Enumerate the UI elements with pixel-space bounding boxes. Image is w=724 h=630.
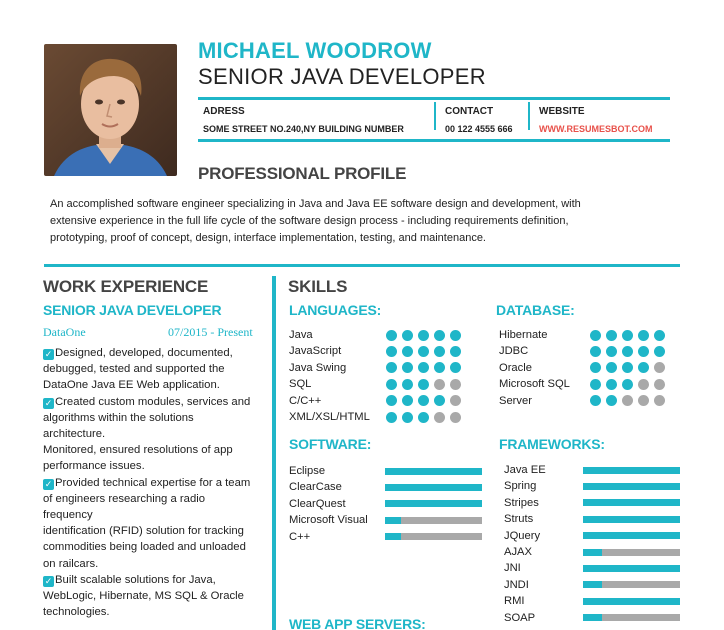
rating-dot — [654, 346, 665, 357]
duty-line — [43, 426, 271, 442]
skill-bar-fill — [583, 532, 680, 539]
duty-text: Created custom modules, services and — [55, 395, 251, 408]
rating-dot — [450, 412, 461, 423]
rating-dot — [418, 395, 429, 406]
skill-bar-fill — [583, 499, 680, 506]
rating-dot — [654, 395, 665, 406]
skill-bar-fill — [385, 484, 482, 491]
skill-row — [504, 511, 684, 527]
skill-name: Microsoft SQL — [499, 378, 570, 391]
checkbox-checked-icon: ✓ — [44, 397, 53, 408]
skill-row — [289, 479, 489, 495]
work-heading: WORK EXPERIENCE — [43, 277, 209, 296]
profile-photo — [44, 44, 177, 176]
skill-name: ClearCase — [289, 481, 342, 494]
rating-dot — [402, 395, 413, 406]
duty-line — [43, 572, 271, 588]
rating-dot — [402, 330, 413, 341]
rating-dot — [590, 346, 601, 357]
duty-text: architecture. — [43, 428, 106, 441]
duty-line — [43, 345, 271, 361]
column-divider — [272, 276, 276, 630]
rating-dot — [450, 346, 461, 357]
profile-line: extensive experience in the full life cycle of the software design process - including requirements definition, — [50, 215, 569, 227]
skill-bar-fill — [583, 565, 680, 572]
skill-row — [289, 327, 489, 343]
skill-name: Hibernate — [499, 329, 548, 341]
duty-line — [43, 588, 271, 604]
duty-text: frequency — [43, 509, 93, 522]
rating-dot — [590, 362, 601, 373]
contact-value: 00 122 4555 666 — [445, 124, 513, 134]
checkbox-checked-icon: ✓ — [44, 478, 53, 489]
skill-bar — [583, 467, 680, 474]
skill-bar — [385, 517, 482, 524]
languages-list — [289, 327, 489, 425]
candidate-name: MICHAEL WOODROW — [198, 38, 432, 63]
skill-bar — [385, 500, 482, 507]
duty-text: commodities being loaded and unloaded — [43, 541, 246, 554]
duty-line — [43, 491, 271, 507]
skill-bar-fill — [583, 516, 680, 523]
rating-dot — [590, 395, 601, 406]
rating-dot — [386, 379, 397, 390]
skill-name: Eclipse — [289, 465, 326, 477]
frameworks-heading: FRAMEWORKS: — [499, 436, 605, 452]
rating-dot — [606, 346, 617, 357]
rating-dot — [654, 330, 665, 341]
skill-row — [289, 360, 489, 376]
skill-bar — [583, 614, 680, 621]
skill-name: SQL — [289, 378, 312, 391]
rating-dot — [622, 330, 633, 341]
duty-line — [43, 523, 271, 539]
duty-text: on railcars. — [43, 557, 99, 570]
skill-row — [499, 376, 689, 392]
duty-line — [43, 394, 271, 410]
skill-row — [504, 610, 684, 626]
duty-text: algorithms within the solutions — [43, 411, 194, 424]
skill-name: Struts — [504, 513, 534, 526]
skill-bar — [583, 532, 680, 539]
rating-dot — [622, 395, 633, 406]
skill-bar-fill — [385, 500, 482, 507]
skill-row — [504, 478, 684, 494]
skill-bar-fill — [583, 581, 602, 588]
skill-bar-fill — [385, 468, 482, 475]
skill-bar — [583, 483, 680, 490]
job-company: DataOne — [43, 325, 86, 339]
rating-dot — [450, 330, 461, 341]
skill-row — [289, 376, 489, 392]
skill-row — [504, 528, 684, 544]
skill-rating — [386, 346, 461, 357]
skill-rating — [590, 330, 665, 341]
address-value: SOME STREET NO.240,NY BUILDING NUMBER — [203, 124, 404, 134]
skill-row — [499, 327, 689, 343]
duty-line — [43, 604, 271, 620]
profile-heading: PROFESSIONAL PROFILE — [198, 164, 407, 183]
duty-line — [43, 475, 271, 491]
rating-dot — [622, 362, 633, 373]
rating-dot — [402, 346, 413, 357]
rating-dot — [418, 379, 429, 390]
skill-bar-fill — [583, 483, 680, 490]
skill-name: Stripes — [504, 496, 539, 509]
profile-line: An accomplished software engineer specializing in Java and Java EE software design and development, with — [50, 198, 581, 210]
skill-name: C/C++ — [289, 394, 322, 407]
rating-dot — [606, 330, 617, 341]
software-heading: SOFTWARE: — [289, 436, 372, 452]
skill-name: Java Swing — [289, 361, 347, 374]
job-duties — [43, 345, 271, 620]
skills-heading: SKILLS — [288, 277, 348, 296]
skill-row — [289, 496, 489, 512]
skill-name: JNDI — [504, 578, 529, 591]
skill-row — [504, 560, 684, 576]
rating-dot — [418, 362, 429, 373]
contact-divider — [434, 102, 436, 130]
skill-bar — [385, 484, 482, 491]
rating-dot — [418, 330, 429, 341]
rating-dot — [638, 330, 649, 341]
skill-rating — [386, 330, 461, 341]
duty-text: debugged, tested and supported the — [43, 363, 225, 376]
skill-row — [504, 544, 684, 560]
skill-bar — [583, 499, 680, 506]
duty-text: identification (RFID) solution for tracking — [43, 525, 244, 538]
skill-name: Server — [499, 394, 532, 407]
skill-name: Java EE — [504, 464, 546, 476]
skill-row — [504, 462, 684, 478]
skill-name: JNI — [504, 562, 521, 575]
skill-name: Java — [289, 329, 313, 341]
rating-dot — [386, 395, 397, 406]
checkbox-checked-icon: ✓ — [44, 349, 53, 359]
skill-bar-fill — [583, 467, 680, 474]
candidate-title: SENIOR JAVA DEVELOPER — [198, 64, 486, 89]
skill-name: RMI — [504, 595, 525, 608]
rating-dot — [638, 395, 649, 406]
languages-heading: LANGUAGES: — [289, 302, 382, 318]
duty-line — [43, 458, 271, 474]
rating-dot — [434, 395, 445, 406]
skill-name: Spring — [504, 480, 537, 493]
skill-rating — [590, 395, 665, 406]
skill-bar — [583, 516, 680, 523]
skill-row — [499, 360, 689, 376]
profile-line: prototyping, proof of concept, design, interface implementation, testing, and maintenance. — [50, 232, 486, 244]
skill-row — [504, 593, 684, 609]
rating-dot — [402, 412, 413, 423]
skill-rating — [590, 362, 665, 373]
rating-dot — [638, 362, 649, 373]
rating-dot — [638, 379, 649, 390]
duty-line — [43, 507, 271, 523]
skill-name: Oracle — [499, 361, 532, 374]
skill-rating — [386, 395, 461, 406]
skill-bar — [583, 549, 680, 556]
database-list — [499, 327, 689, 409]
skill-row — [499, 393, 689, 409]
rating-dot — [638, 346, 649, 357]
website-link[interactable]: WWW.RESUMESBOT.COM — [539, 124, 653, 134]
skill-name: SOAP — [504, 611, 536, 624]
skill-bar — [385, 468, 482, 475]
duty-text: WebLogic, Hibernate, MS SQL & Oracle — [43, 590, 244, 603]
rating-dot — [606, 395, 617, 406]
skill-bar-fill — [583, 614, 602, 621]
skill-name: JQuery — [504, 529, 541, 542]
skill-bar — [583, 598, 680, 605]
skill-name: ClearQuest — [289, 497, 346, 510]
skill-name: Microsoft Visual — [289, 514, 368, 527]
skill-row — [499, 343, 689, 359]
job-dates: 07/2015 - Present — [168, 325, 253, 339]
rating-dot — [450, 362, 461, 373]
person-portrait-icon — [44, 44, 177, 176]
skill-row — [289, 529, 489, 545]
website-divider — [528, 102, 530, 130]
rating-dot — [606, 379, 617, 390]
duty-text: Provided technical expertise for a team — [55, 476, 251, 489]
duty-line — [43, 442, 271, 458]
duty-text: Monitored, ensured resolutions of app — [43, 444, 233, 457]
rating-dot — [606, 362, 617, 373]
rating-dot — [450, 395, 461, 406]
contact-label: CONTACT — [445, 106, 494, 117]
rating-dot — [450, 379, 461, 390]
skill-row — [289, 393, 489, 409]
skill-row — [289, 463, 489, 479]
skill-rating — [386, 412, 461, 423]
header-top-rule — [198, 97, 670, 100]
rating-dot — [434, 412, 445, 423]
rating-dot — [434, 346, 445, 357]
rating-dot — [434, 330, 445, 341]
address-label: ADRESS — [203, 106, 245, 117]
rating-dot — [590, 330, 601, 341]
website-label: WEBSITE — [539, 106, 585, 117]
rating-dot — [386, 412, 397, 423]
duty-line — [43, 361, 271, 377]
skill-bar — [583, 565, 680, 572]
skill-bar — [385, 533, 482, 540]
duty-text: Designed, developed, documented, — [55, 347, 233, 359]
rating-dot — [418, 412, 429, 423]
duty-text: of engineers researching a radio — [43, 492, 206, 505]
duty-line — [43, 539, 271, 555]
rating-dot — [386, 362, 397, 373]
rating-dot — [622, 346, 633, 357]
rating-dot — [402, 362, 413, 373]
job-title: SENIOR JAVA DEVELOPER — [43, 302, 222, 318]
rating-dot — [418, 346, 429, 357]
web-app-servers-heading: WEB APP SERVERS: — [289, 616, 426, 630]
skill-rating — [590, 346, 665, 357]
duty-line — [43, 377, 271, 393]
rating-dot — [386, 346, 397, 357]
database-heading: DATABASE: — [496, 302, 575, 318]
skill-bar — [583, 581, 680, 588]
skill-name: AJAX — [504, 545, 532, 558]
rating-dot — [386, 330, 397, 341]
profile-text — [50, 196, 650, 247]
skill-name: XML/XSL/HTML — [289, 410, 370, 423]
duty-text: performance issues. — [43, 460, 145, 473]
section-divider — [44, 264, 680, 267]
skill-name: JavaScript — [289, 345, 342, 358]
skill-rating — [386, 379, 461, 390]
skill-bar-fill — [583, 549, 602, 556]
duty-text: Built scalable solutions for Java, — [55, 573, 216, 586]
duty-line — [43, 556, 271, 572]
duty-text: technologies. — [43, 606, 110, 619]
rating-dot — [622, 379, 633, 390]
software-list — [289, 463, 489, 545]
skill-bar-fill — [583, 598, 680, 605]
skill-row — [504, 577, 684, 593]
rating-dot — [590, 379, 601, 390]
skill-name: JDBC — [499, 345, 529, 358]
skill-rating — [386, 362, 461, 373]
skill-row — [289, 409, 489, 425]
header-bottom-rule — [198, 139, 670, 142]
rating-dot — [434, 379, 445, 390]
rating-dot — [434, 362, 445, 373]
skill-row — [289, 512, 489, 528]
rating-dot — [402, 379, 413, 390]
duty-text: DataOne Java EE Web application. — [43, 379, 220, 392]
frameworks-list — [504, 462, 684, 626]
rating-dot — [654, 362, 665, 373]
skill-rating — [590, 379, 665, 390]
duty-line — [43, 410, 271, 426]
skill-row — [504, 495, 684, 511]
checkbox-checked-icon: ✓ — [44, 575, 53, 586]
skill-name: C++ — [289, 530, 311, 543]
rating-dot — [654, 379, 665, 390]
skill-bar-fill — [385, 533, 401, 540]
skill-bar-fill — [385, 517, 401, 524]
skill-row — [289, 343, 489, 359]
